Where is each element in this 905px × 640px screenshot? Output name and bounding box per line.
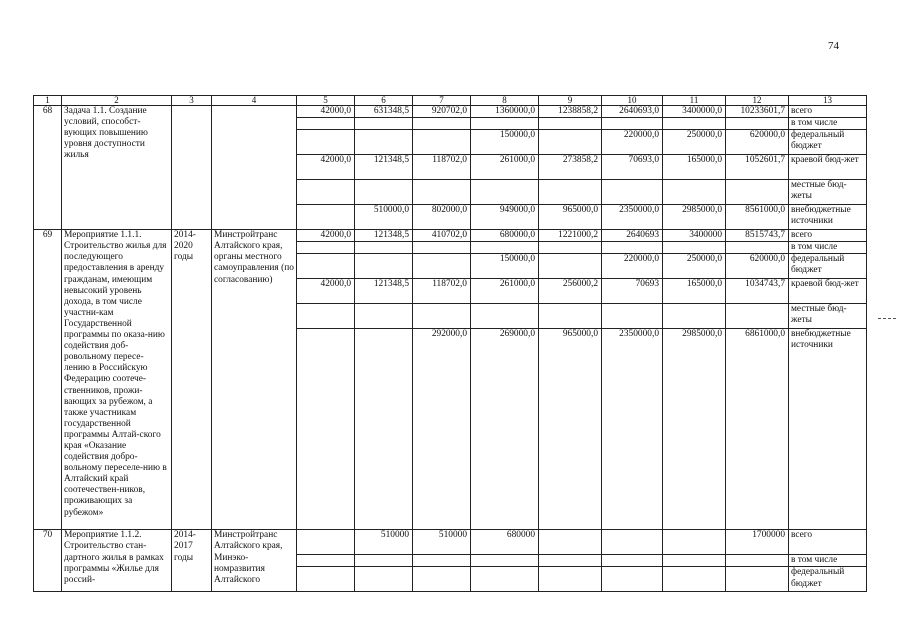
value-cell: 631348,5 [355, 106, 413, 118]
value-cell [413, 254, 471, 279]
value-cell [726, 242, 789, 254]
value-cell [471, 242, 539, 254]
source-cell: федеральный бюджет [789, 130, 867, 155]
source-cell: местные бюд-жеты [789, 180, 867, 205]
value-cell [413, 567, 471, 592]
header-cell: 9 [539, 96, 602, 106]
value-cell [297, 130, 355, 155]
value-cell [297, 180, 355, 205]
value-cell: 118702,0 [413, 279, 471, 304]
value-cell: 121348,5 [355, 230, 413, 242]
page-number: 74 [828, 40, 839, 52]
source-cell: в том числе [789, 555, 867, 567]
value-cell: 510000,0 [355, 205, 413, 230]
value-cell [355, 567, 413, 592]
value-cell: 949000,0 [471, 205, 539, 230]
value-cell: 220000,0 [602, 130, 663, 155]
value-cell: 680000 [471, 530, 539, 555]
value-cell: 3400000,0 [663, 106, 726, 118]
row-number: 70 [34, 530, 62, 592]
source-cell: всего [789, 230, 867, 242]
value-cell [297, 242, 355, 254]
value-cell: 261000,0 [471, 155, 539, 180]
value-cell: 1221000,2 [539, 230, 602, 242]
value-cell: 273858,2 [539, 155, 602, 180]
value-cell [355, 555, 413, 567]
period-cell: 2014-2017 годы [172, 530, 212, 592]
value-cell: 250000,0 [663, 254, 726, 279]
value-cell [663, 180, 726, 205]
value-cell: 1700000 [726, 530, 789, 555]
value-cell: 269000,0 [471, 329, 539, 530]
value-cell [297, 118, 355, 130]
value-cell: 150000,0 [471, 254, 539, 279]
value-cell: 510000 [413, 530, 471, 555]
source-cell: внебюджетные источники [789, 329, 867, 530]
executor-cell: Минстройтранс Алтайского края, Минэко-номразвития Алтайского [212, 530, 297, 592]
budget-table [33, 95, 867, 592]
value-cell [602, 242, 663, 254]
value-cell: 70693,0 [602, 155, 663, 180]
activity-name: Мероприятие 1.1.1. Строительство жилья для последующего предоставления в аренду гражданам, имеющим невысокий уровень дохода, в том числе участни-кам Государственной программы по оказа-нию содействия доб-ровольному пересе-лению в Российскую Федерацию соотече-ственников, прожи-вающих за рубежом, а также участникам государственной программы Алтай-ского края «Оказание содействия добро-вольному переселе-нию в Алтайский край соотечествен-ников, проживающих за рубежом» [62, 230, 172, 530]
row-number: 69 [34, 230, 62, 530]
value-cell [471, 567, 539, 592]
value-cell [663, 118, 726, 130]
header-row [34, 96, 867, 106]
header-cell: 11 [663, 96, 726, 106]
period-cell: 2014-2020 годы [172, 230, 212, 530]
row-number: 68 [34, 106, 62, 230]
value-cell [471, 180, 539, 205]
scan-artifact-dash [878, 318, 896, 319]
value-cell: 165000,0 [663, 279, 726, 304]
value-cell [471, 118, 539, 130]
header-cell: 7 [413, 96, 471, 106]
value-cell: 1034743,7 [726, 279, 789, 304]
source-cell: федеральный бюджет [789, 254, 867, 279]
value-cell [355, 130, 413, 155]
value-cell [413, 555, 471, 567]
value-cell: 8561000,0 [726, 205, 789, 230]
source-cell: всего [789, 106, 867, 118]
header-cell: 8 [471, 96, 539, 106]
value-cell: 680000,0 [471, 230, 539, 242]
source-cell: внебюджетные источники [789, 205, 867, 230]
value-cell: 118702,0 [413, 155, 471, 180]
value-cell: 3400000 [663, 230, 726, 242]
value-cell: 292000,0 [413, 329, 471, 530]
source-cell: местные бюд-жеты [789, 304, 867, 329]
value-cell [355, 118, 413, 130]
value-cell [297, 530, 355, 555]
executor-cell: Минстройтранс Алтайского края, органы местного самоуправления (по согласованию) [212, 230, 297, 530]
value-cell [297, 205, 355, 230]
header-cell: 10 [602, 96, 663, 106]
value-cell [663, 555, 726, 567]
value-cell [355, 304, 413, 329]
value-cell [297, 304, 355, 329]
table-row [34, 106, 867, 118]
value-cell: 2350000,0 [602, 205, 663, 230]
value-cell [297, 555, 355, 567]
value-cell: 965000,0 [539, 329, 602, 530]
table-row [34, 530, 867, 555]
header-cell: 12 [726, 96, 789, 106]
value-cell [726, 555, 789, 567]
value-cell [355, 329, 413, 530]
header-cell: 2 [62, 96, 172, 106]
value-cell: 1360000,0 [471, 106, 539, 118]
value-cell [602, 567, 663, 592]
header-cell: 4 [212, 96, 297, 106]
value-cell: 165000,0 [663, 155, 726, 180]
value-cell: 220000,0 [602, 254, 663, 279]
value-cell [602, 180, 663, 205]
value-cell: 250000,0 [663, 130, 726, 155]
value-cell: 2985000,0 [663, 329, 726, 530]
value-cell: 121348,5 [355, 155, 413, 180]
value-cell [413, 180, 471, 205]
value-cell: 620000,0 [726, 254, 789, 279]
value-cell [726, 180, 789, 205]
source-cell: краевой бюд-жет [789, 279, 867, 304]
value-cell [539, 130, 602, 155]
value-cell [471, 304, 539, 329]
value-cell [663, 567, 726, 592]
value-cell [539, 555, 602, 567]
value-cell [471, 555, 539, 567]
value-cell [539, 304, 602, 329]
value-cell: 1238858,2 [539, 106, 602, 118]
value-cell [539, 530, 602, 555]
activity-name: Задача 1.1. Создание условий, способст-вующих повышению уровня доступности жилья [62, 106, 172, 230]
value-cell [413, 242, 471, 254]
source-cell: в том числе [789, 118, 867, 130]
value-cell [413, 304, 471, 329]
value-cell: 42000,0 [297, 279, 355, 304]
value-cell [539, 180, 602, 205]
value-cell [726, 567, 789, 592]
period-cell [172, 106, 212, 230]
value-cell: 2350000,0 [602, 329, 663, 530]
value-cell [663, 530, 726, 555]
value-cell: 150000,0 [471, 130, 539, 155]
source-cell: всего [789, 530, 867, 555]
value-cell: 920702,0 [413, 106, 471, 118]
value-cell [663, 304, 726, 329]
value-cell [297, 254, 355, 279]
source-cell: краевой бюд-жет [789, 155, 867, 180]
value-cell: 121348,5 [355, 279, 413, 304]
value-cell [602, 530, 663, 555]
value-cell [726, 304, 789, 329]
table-row [34, 230, 867, 242]
value-cell [602, 304, 663, 329]
value-cell: 410702,0 [413, 230, 471, 242]
value-cell [539, 254, 602, 279]
executor-cell [212, 106, 297, 230]
value-cell: 1052601,7 [726, 155, 789, 180]
source-cell: федеральный бюджет [789, 567, 867, 592]
value-cell: 256000,2 [539, 279, 602, 304]
value-cell: 2985000,0 [663, 205, 726, 230]
header-cell: 1 [34, 96, 62, 106]
value-cell [539, 567, 602, 592]
value-cell: 620000,0 [726, 130, 789, 155]
value-cell [297, 329, 355, 530]
value-cell [355, 254, 413, 279]
value-cell [355, 242, 413, 254]
value-cell: 802000,0 [413, 205, 471, 230]
header-cell: 13 [789, 96, 867, 106]
value-cell [539, 118, 602, 130]
header-cell: 6 [355, 96, 413, 106]
value-cell: 2640693,0 [602, 106, 663, 118]
header-cell: 5 [297, 96, 355, 106]
value-cell: 10233601,7 [726, 106, 789, 118]
value-cell [413, 130, 471, 155]
value-cell: 42000,0 [297, 230, 355, 242]
value-cell: 42000,0 [297, 106, 355, 118]
value-cell [602, 555, 663, 567]
value-cell [355, 180, 413, 205]
value-cell [602, 118, 663, 130]
value-cell: 8515743,7 [726, 230, 789, 242]
value-cell: 42000,0 [297, 155, 355, 180]
value-cell [663, 242, 726, 254]
value-cell: 6861000,0 [726, 329, 789, 530]
value-cell [297, 567, 355, 592]
source-cell: в том числе [789, 242, 867, 254]
activity-name: Мероприятие 1.1.2. Строительство стан-дартного жилья в рамках программы «Жилье для россий- [62, 530, 172, 592]
value-cell: 70693 [602, 279, 663, 304]
value-cell: 510000 [355, 530, 413, 555]
value-cell [726, 118, 789, 130]
value-cell [539, 242, 602, 254]
value-cell [413, 118, 471, 130]
value-cell: 2640693 [602, 230, 663, 242]
header-cell: 3 [172, 96, 212, 106]
value-cell: 965000,0 [539, 205, 602, 230]
value-cell: 261000,0 [471, 279, 539, 304]
